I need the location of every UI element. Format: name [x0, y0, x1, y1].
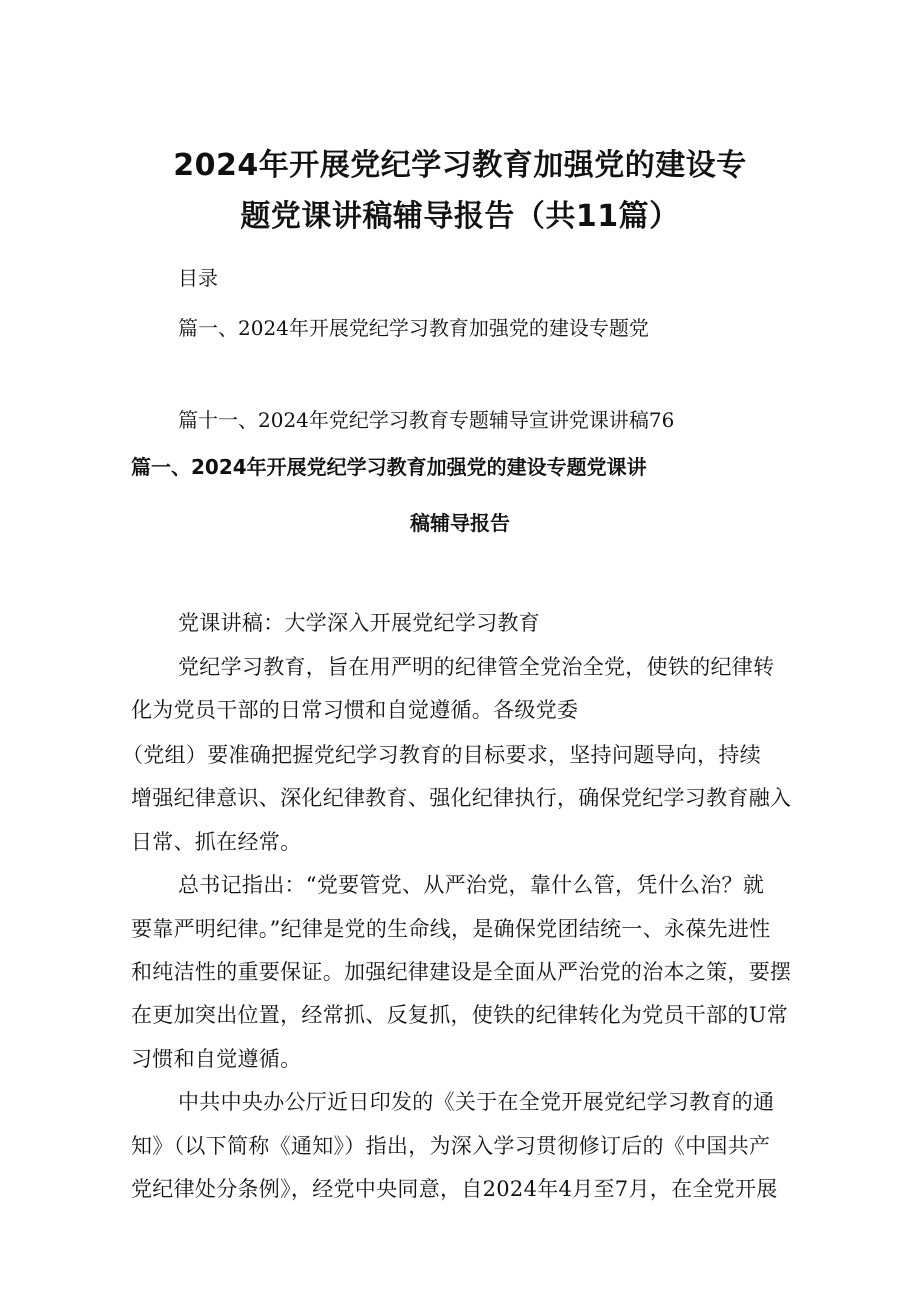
document-title-line-1: 2024年开展党纪学习教育加强党的建设专 [173, 148, 747, 183]
body-line: 党纪学习教育，旨在用严明的纪律管全党治全党，使铁的纪律转 [178, 655, 775, 679]
body-line: 知》（以下简称《通知》）指出，为深入学习贯彻修订后的《中国共产 [131, 1134, 771, 1158]
toc-item-1: 篇一、2024年开展党纪学习教育加强党的建设专题党 [178, 316, 649, 340]
body-line: 习惯和自觉遵循。 [131, 1047, 302, 1071]
body-line: 总书记指出：“党要管党、从严治党，靠什么管，凭什么治？就 [178, 873, 765, 897]
body-line: 增强纪律意识、深化纪律教育、强化纪律执行，确保党纪学习教育融入 [131, 786, 792, 810]
body-line: 党课讲稿：大学深入开展党纪学习教育 [178, 611, 541, 635]
section-heading-line-1: 篇一、2024年开展党纪学习教育加强党的建设专题党课讲 [131, 455, 647, 479]
body-line: （党组）要准确把握党纪学习教育的目标要求，坚持问题导向，持续 [122, 743, 761, 767]
body-line: 在更加突出位置，经常抓、反复抓，使铁的纪律转化为党员干部的U常 [131, 1003, 788, 1027]
body-line: 日常、抓在经常。 [131, 830, 302, 854]
body-line: 中共中央办公厅近日印发的《关于在全党开展党纪学习教育的通 [178, 1090, 775, 1114]
body-line: 要靠严明纪律。”纪律是党的生命线，是确保党团结统一、永葆先进性 [131, 917, 771, 941]
toc-item-11: 篇十一、2024年党纪学习教育专题辅导宣讲党课讲稿76 [178, 408, 675, 432]
body-line: 和纯洁性的重要保证。加强纪律建设是全面从严治党的治本之策，要摆 [131, 960, 792, 984]
document-title-line-2: 题党课讲稿辅导报告（共11篇） [240, 199, 680, 234]
body-line: 化为党员干部的日常习惯和自觉遵循。各级党委 [131, 698, 579, 722]
body-line: 党纪律处分条例》，经党中央同意，自2024年4月至7月，在全党开展 [131, 1177, 778, 1201]
section-heading-line-2: 稿辅导报告 [410, 511, 510, 535]
toc-heading: 目录 [178, 266, 218, 290]
